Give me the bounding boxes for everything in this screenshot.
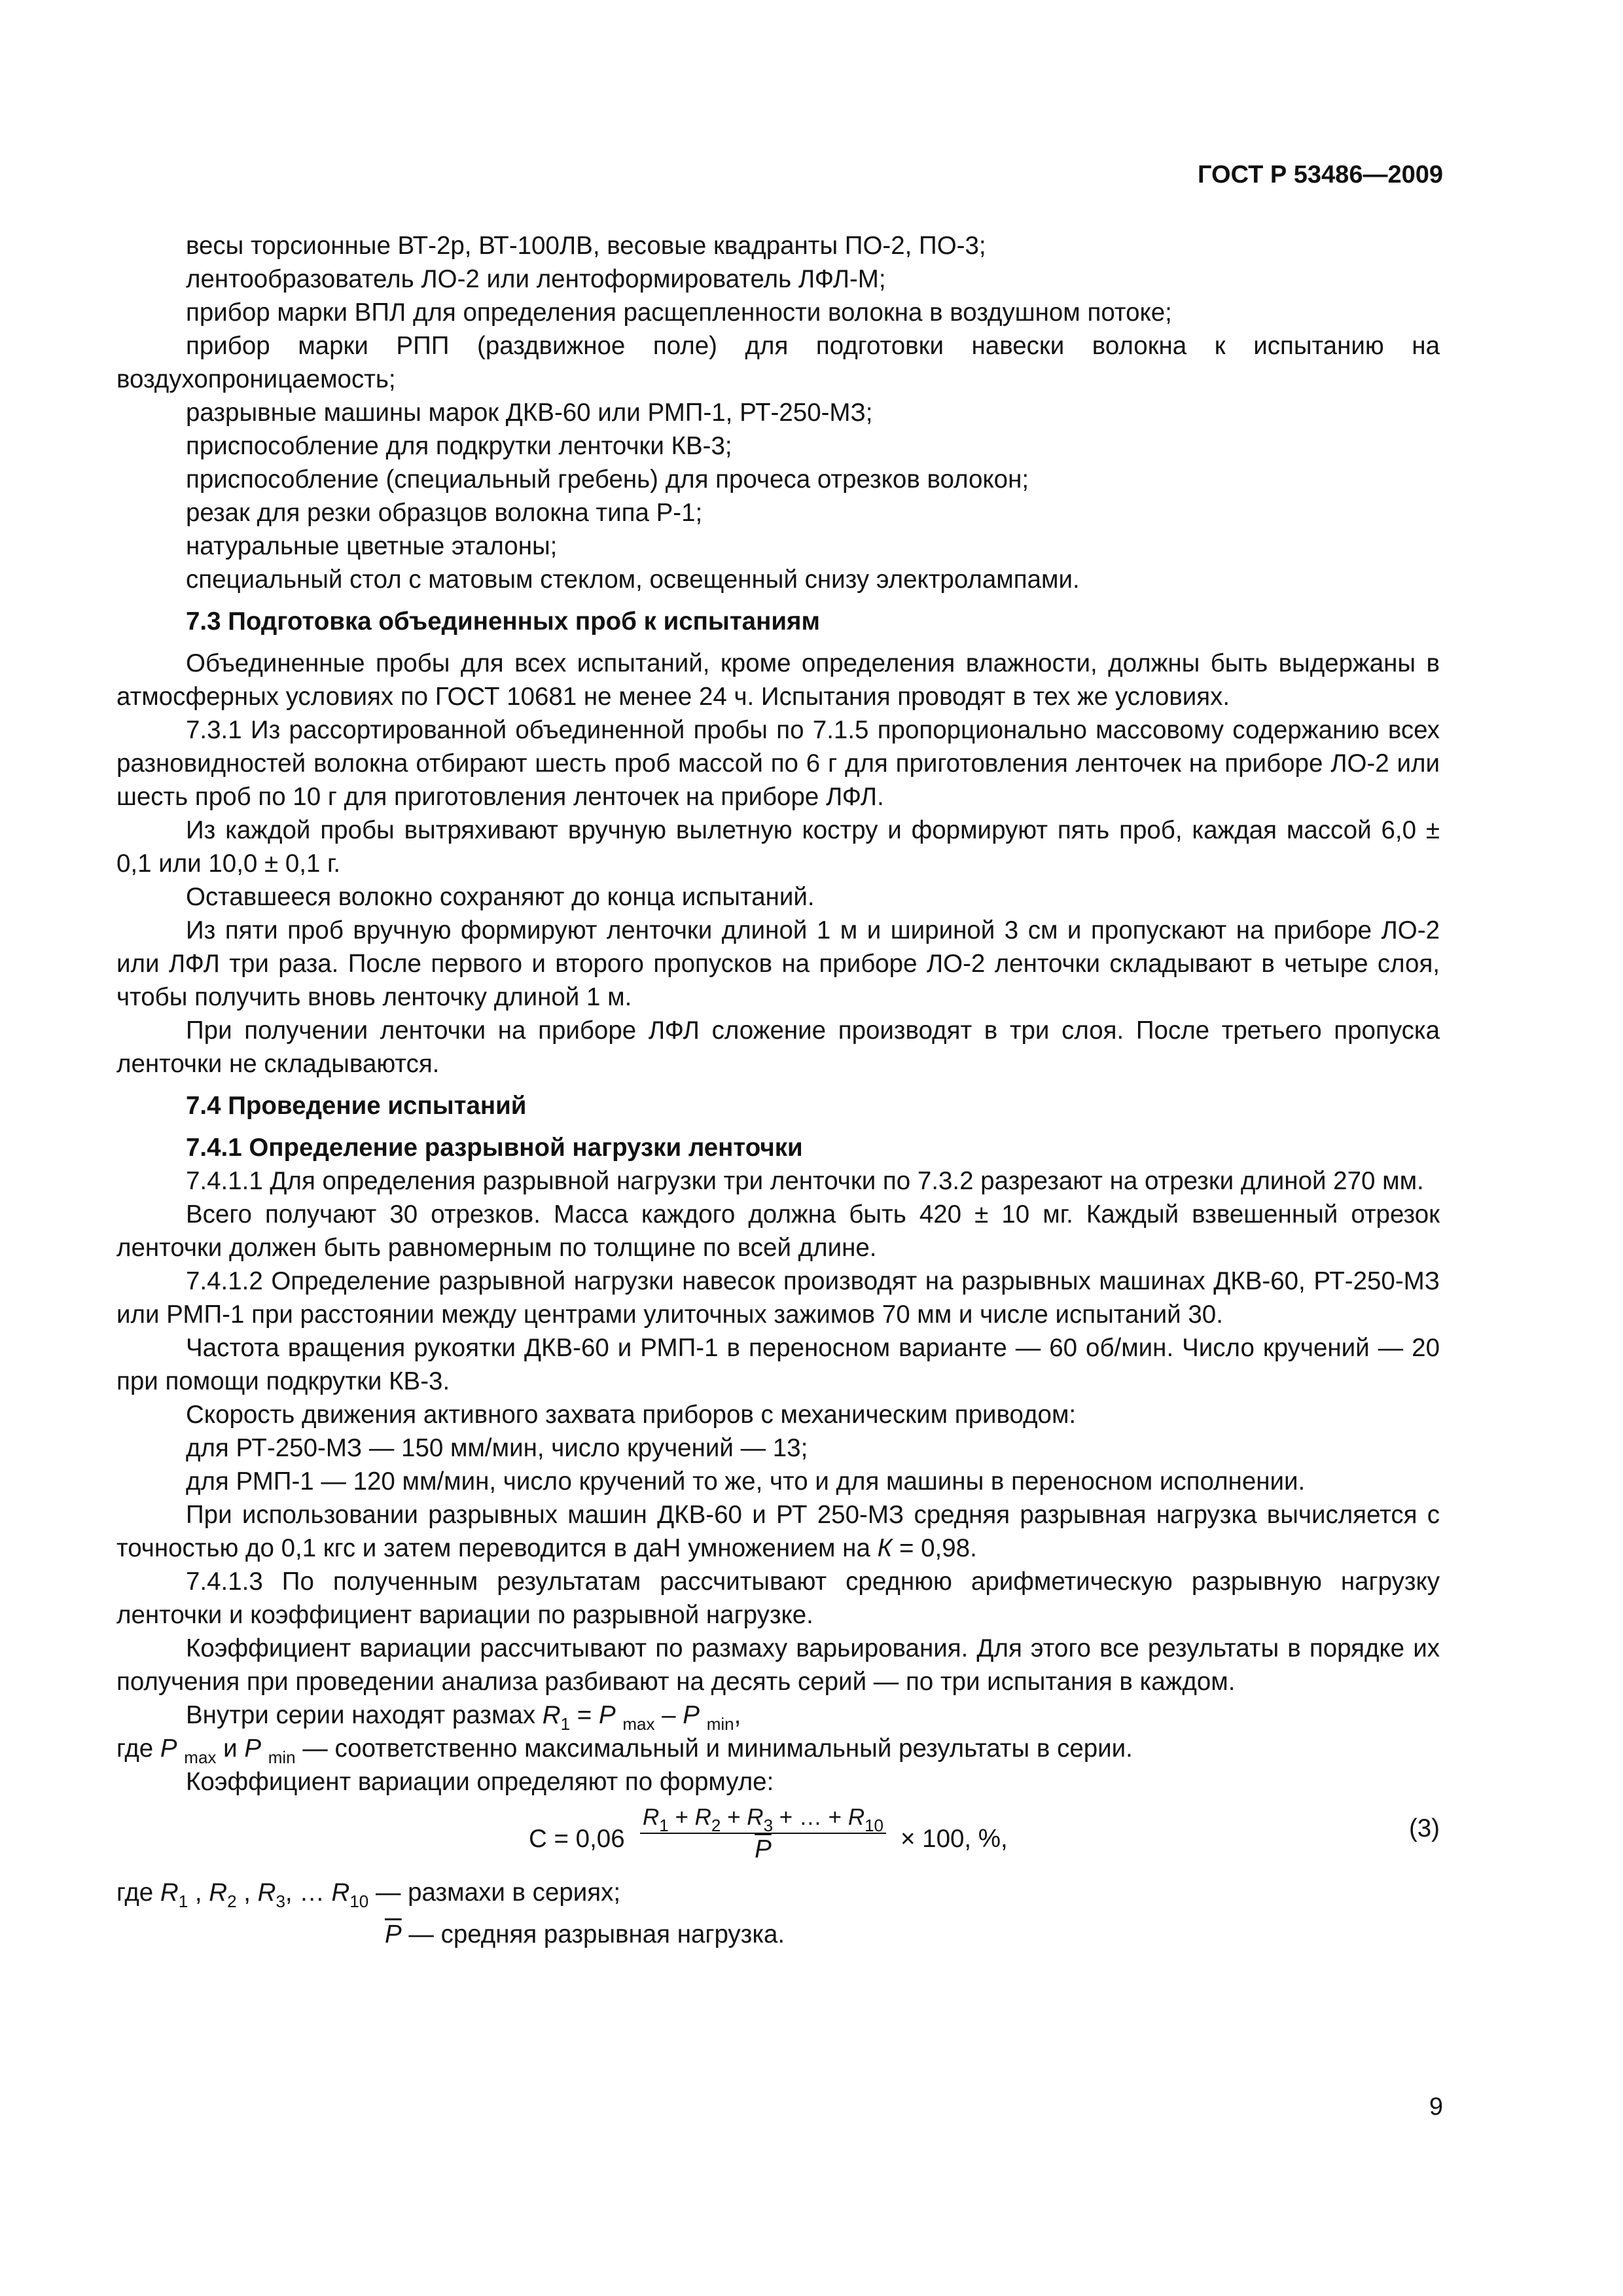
text-fragment: — размахи в сериях;: [368, 1878, 621, 1907]
subsection-heading-7-4-1: 7.4.1 Определение разрывной нагрузки ленточки: [186, 1134, 803, 1162]
paragraph: [116, 1498, 1440, 1565]
paragraph: Скорость движения активного захвата приборов с механическим приводом:: [186, 1401, 1077, 1429]
text-fragment: где: [116, 1878, 160, 1907]
list-item: резак для резки образцов волокна типа Р-1;: [186, 499, 703, 527]
formula-lhs: С = 0,06: [529, 1825, 625, 1853]
paragraph: для РМП-1 — 120 мм/мин, число кручений то же, что и для машины в переносном исполнении.: [186, 1467, 1306, 1496]
paragraph: 7.4.1.2 Определение разрывной нагрузки навесок производят на разрывных машинах ДКВ-60, РТ-250-МЗ или РМП-1 при расстоянии между центрами улиточных зажимов 70 мм и числе испытаний 30.: [116, 1267, 1440, 1329]
section-heading-7-3: 7.3 Подготовка объединенных проб к испытаниям: [186, 607, 820, 636]
list-item: специальный стол с матовым стеклом, освещенный снизу электролампами.: [186, 565, 1080, 594]
paragraph: Из каждой пробы вытряхивают вручную вылетную костру и формируют пять проб, каждая массой 6,0 ± 0,1 или 10,0 ± 0,1 г.: [116, 816, 1440, 878]
paragraph: 7.4.1.1 Для определения разрывной нагрузки три ленточки по 7.3.2 разрезают на отрезки длиной 270 мм.: [186, 1167, 1424, 1195]
list-item: весы торсионные ВТ-2р, ВТ-100ЛВ, весовые квадранты ПО-2, ПО-3;: [186, 232, 986, 260]
list-item: лентообразователь ЛО-2 или лентоформирователь ЛФЛ-М;: [186, 265, 886, 293]
where-clause: где $R_1$ , $R_2$ , $R_3$, … $R_{10}$ — размахи в сериях;: [116, 1878, 621, 1911]
where-clause: $\overline{P}$ — средняя разрывная нагрузка.: [385, 1920, 785, 1948]
text-fragment: — соответственно максимальный и минимальный результаты в серии.: [295, 1734, 1133, 1763]
paragraph: Объединенные пробы для всех испытаний, кроме определения влажности, должны быть выдержаны в атмосферных условиях по ГОСТ 10681 не менее 24 ч. Испытания проводят в тех же условиях.: [116, 649, 1440, 711]
paragraph: Коэффициент вариации определяют по формуле:: [186, 1768, 774, 1796]
formula-number: (3): [1408, 1814, 1440, 1842]
paragraph: Оставшееся волокно сохраняют до конца испытаний.: [186, 883, 815, 911]
where-clause: где P $_{max}$ и P $_{min}$ — соответственно максимальный и минимальный результаты в серии.: [116, 1734, 1133, 1767]
paragraph: 7.3.1 Из рассортированной объединенной пробы по 7.1.5 пропорционально массовому содержанию всех разновидностей волокна отбирают шесть проб массой по 6 г для приготовления ленточек на приборе ЛО-2 или шесть проб по 10 г для приготовления ленточек на приборе ЛФЛ.: [116, 716, 1440, 811]
text-fragment: При использовании разрывных машин ДКВ-60 и РТ 250-МЗ средняя разрывная нагрузка вычисляется с точностью до 0,1 кгс и затем переводится в даН умножением на: [116, 1501, 1440, 1562]
range-definition: Внутри серии находят размах $R_1 = P$ $_{max}$ – P $_{min}$,: [186, 1701, 741, 1734]
paragraph: для РТ-250-МЗ — 150 мм/мин, число кручений — 13;: [186, 1434, 808, 1462]
text-fragment: где: [116, 1734, 160, 1763]
paragraph: Коэффициент вариации рассчитывают по размаху варьирования. Для этого все результаты в порядке их получения при проведении анализа разбивают на десять серий — по три испытания в каждом.: [116, 1634, 1440, 1696]
paragraph: Из пяти проб вручную формируют ленточки длиной 1 м и шириной 3 см и пропускают на приборе ЛО-2 или ЛФЛ три раза. После первого и второго пропусков на приборе ЛО-2 ленточки складывают в четыре слоя, чтобы получить вновь ленточку длиной 1 м.: [116, 916, 1440, 1011]
text-fragment: Внутри серии находят размах: [186, 1701, 543, 1729]
standard-header: ГОСТ Р 53486—2009: [1198, 161, 1443, 188]
coefficient-symbol: К: [877, 1534, 893, 1562]
text-fragment: — средняя разрывная нагрузка.: [401, 1920, 785, 1948]
fraction-denominator: P: [755, 1835, 772, 1863]
section-heading-7-4: 7.4 Проведение испытаний: [186, 1092, 527, 1120]
list-item: натуральные цветные эталоны;: [186, 532, 558, 560]
list-item: разрывные машины марок ДКВ-60 или РМП-1, РТ-250-МЗ;: [186, 399, 873, 427]
page-content: [116, 229, 1440, 1951]
paragraph: 7.4.1.3 По полученным результатам рассчитывают среднюю арифметическую разрывную нагрузку ленточки и коэффициент вариации по разрывной нагрузке.: [116, 1568, 1440, 1629]
formula-3: [116, 1803, 1440, 1876]
page-number: 9: [1429, 2093, 1443, 2121]
list-item: приспособление (специальный гребень) для прочеса отрезков волокон;: [186, 465, 1029, 493]
paragraph: При получении ленточки на приборе ЛФЛ сложение производят в три слоя. После третьего пропуска ленточки не складываются.: [116, 1016, 1440, 1078]
list-item: прибор марки ВПЛ для определения расщепленности волокна в воздушном потоке;: [186, 298, 1172, 327]
formula-rhs: × 100, %,: [901, 1825, 1008, 1853]
formula-fraction: [640, 1803, 886, 1865]
paragraph: Частота вращения рукоятки ДКВ-60 и РМП-1 в переносном варианте — 60 об/мин. Число кручений — 20 при помощи подкрутки КВ-3.: [116, 1334, 1440, 1395]
list-item: приспособление для подкрутки ленточки КВ-3;: [186, 432, 732, 460]
fraction-numerator: $R_1 + R_2 + R_3$ + … + $R_{10}$: [640, 1803, 886, 1834]
paragraph: Всего получают 30 отрезков. Масса каждого должна быть 420 ± 10 мг. Каждый взвешенный отрезок ленточки должен быть равномерным по толщине по всей длине.: [116, 1200, 1440, 1262]
list-item: прибор марки РПП (раздвижное поле) для подготовки навески волокна к испытанию на воздухопроницаемость;: [116, 332, 1440, 393]
text-fragment: = 0,98.: [892, 1534, 977, 1562]
